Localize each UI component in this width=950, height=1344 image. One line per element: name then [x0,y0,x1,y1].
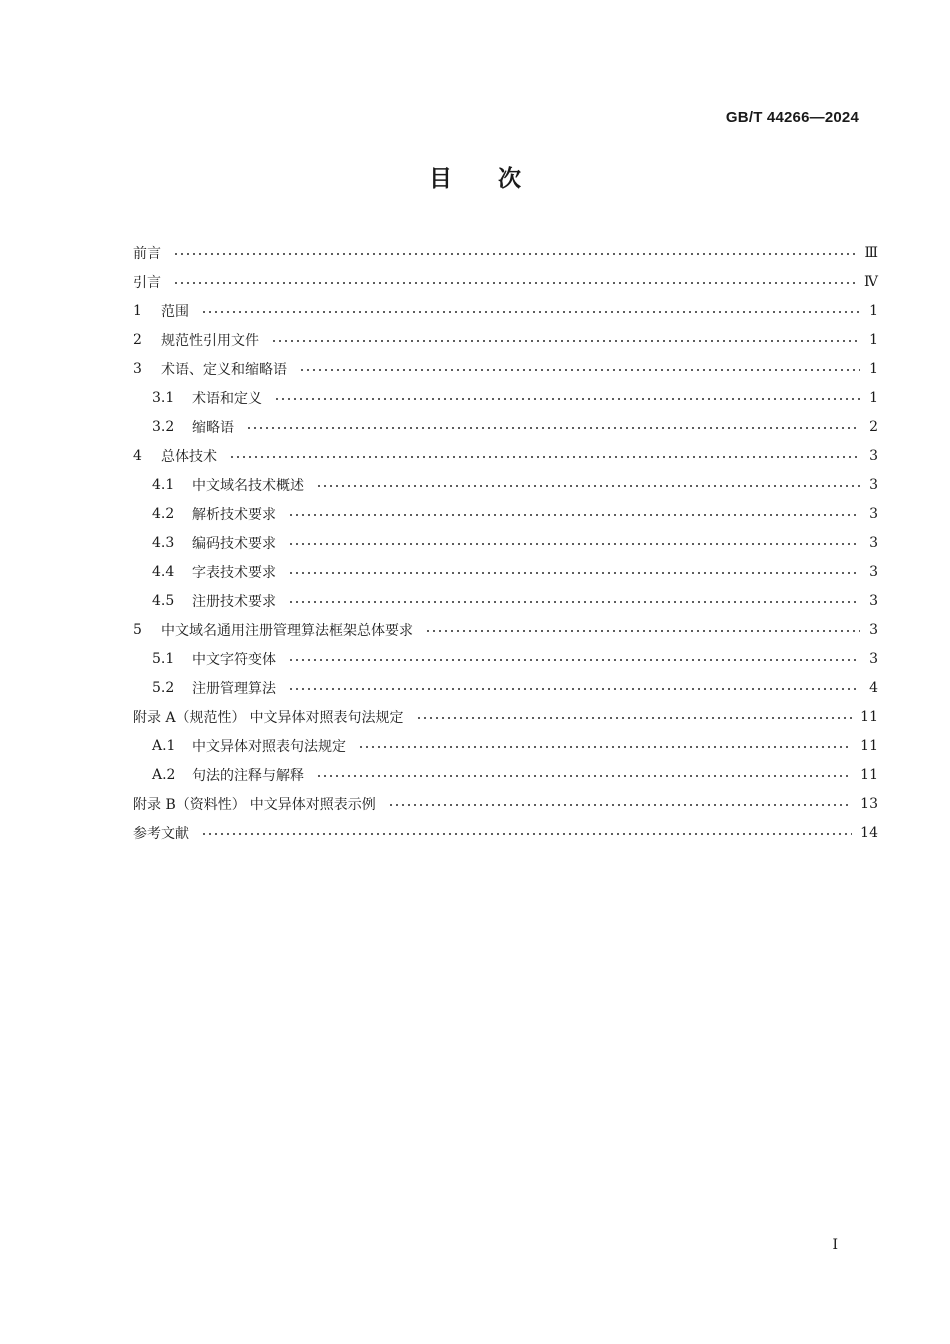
toc-entry-text: 范围 [161,303,189,320]
toc-entry-4-2[interactable] [133,499,878,528]
toc-entry-text: 中文异体对照表句法规定 [249,709,404,726]
toc-entry-5[interactable] [133,615,878,644]
toc-entry-bibliography[interactable] [133,818,878,847]
toc-entry-number: 3 [133,360,142,377]
toc-entry-text: 句法的注释与解释 [192,767,304,784]
toc-entry-2[interactable] [133,325,878,354]
toc-entry-number: 附录 A（规范性） [133,709,246,726]
toc-entry-4-5[interactable] [133,586,878,615]
toc-entry-appendix-b[interactable] [133,789,878,818]
toc-entry-number: 4.4 [152,563,175,580]
dot-leader [173,282,856,284]
toc-entry-appendix-a[interactable] [133,702,878,731]
toc-entry-text: 解析技术要求 [192,506,276,523]
dot-leader [316,485,860,487]
dot-leader [173,253,856,255]
toc-page-number: 3 [869,505,878,522]
toc-entry-5-1[interactable] [133,644,878,673]
toc-page-number: 2 [869,418,878,435]
dot-leader [425,630,860,632]
toc-entry-text: 缩略语 [192,419,234,436]
toc-entry-text: 参考文献 [133,825,189,842]
toc-page-number: 13 [860,795,878,812]
toc-entry-number: A.2 [152,766,176,783]
toc-page-number: 1 [869,302,878,319]
toc-entry-text: 引言 [133,274,161,291]
toc-entry-3-2[interactable] [133,412,878,441]
dot-leader [316,775,852,777]
toc-entry-number: 4.1 [152,476,175,493]
toc-entry-number: 4.5 [152,592,175,609]
dot-leader [246,427,860,429]
dot-leader [288,543,860,545]
toc-page-number: 1 [869,389,878,406]
toc-entry-number: A.1 [152,737,176,754]
toc-entry-number: 5 [133,621,142,638]
toc-entry-text: 规范性引用文件 [161,332,259,349]
toc-page-number: 3 [869,476,878,493]
dot-leader [288,659,860,661]
toc-entry-number: 3.1 [152,389,175,406]
toc-entry-3[interactable] [133,354,878,383]
dot-leader [201,833,852,835]
toc-entry-number: 4.3 [152,534,175,551]
toc-entry-number: 4 [133,447,142,464]
toc-entry-number: 1 [133,302,142,319]
toc-entry-text: 字表技术要求 [192,564,276,581]
toc-entry-text: 前言 [133,245,161,262]
toc-entry-text: 中文异体对照表示例 [249,796,376,813]
dot-leader [416,717,853,719]
toc-page-number: 3 [869,592,878,609]
toc-entry-number: 5.1 [152,650,175,667]
toc-entry-4-4[interactable] [133,557,878,586]
toc-page-number: 3 [869,534,878,551]
toc-entry-number: 5.2 [152,679,175,696]
toc-entry-5-2[interactable] [133,673,878,702]
toc-entry-number: 3.2 [152,418,175,435]
toc-entry-text: 编码技术要求 [192,535,276,552]
toc-page-number: Ⅳ [864,273,878,290]
dot-leader [229,456,860,458]
toc-entry-text: 术语和定义 [192,390,262,407]
toc-entry-1[interactable] [133,296,878,325]
toc-page-number: 3 [869,447,878,464]
toc-entry-number: 4.2 [152,505,175,522]
toc-entry-foreword[interactable] [133,238,878,267]
toc-entry-text: 中文异体对照表句法规定 [192,738,346,755]
toc-entry-4-3[interactable] [133,528,878,557]
toc-page-number: 1 [869,360,878,377]
dot-leader [288,688,860,690]
toc-entry-3-1[interactable] [133,383,878,412]
toc-entry-text: 中文域名通用注册管理算法框架总体要求 [161,622,413,639]
toc-page-number: 3 [869,650,878,667]
toc-page-number: 4 [869,679,878,696]
toc-page-number: 14 [860,824,878,841]
page-number: I [832,1237,838,1253]
toc-page-number: 11 [860,737,878,754]
toc-page-number: 3 [869,563,878,580]
toc-entry-4[interactable] [133,441,878,470]
dot-leader [288,601,860,603]
dot-leader [274,398,860,400]
dot-leader [288,514,860,516]
toc-entry-text: 注册技术要求 [192,593,276,610]
toc-page-number: 11 [860,708,878,725]
toc-entry-a-2[interactable] [133,760,878,789]
toc-entry-text: 中文字符变体 [192,651,276,668]
toc-page-number: 3 [869,621,878,638]
toc-entry-a-1[interactable] [133,731,878,760]
toc-entry-number: 2 [133,331,142,348]
dot-leader [288,572,860,574]
toc-entry-text: 术语、定义和缩略语 [161,361,287,378]
toc-entry-text: 总体技术 [161,448,217,465]
toc-page-number: 1 [869,331,878,348]
toc-entry-text: 注册管理算法 [192,680,276,697]
toc-page-number: Ⅲ [864,244,878,261]
dot-leader [358,746,852,748]
toc-list [133,238,878,847]
standard-number: GB/T 44266—2024 [725,109,859,126]
toc-entry-number: 附录 B（资料性） [133,796,246,813]
toc-entry-introduction[interactable] [133,267,878,296]
toc-title: 目次 [429,166,567,192]
dot-leader [271,340,860,342]
toc-entry-text: 中文域名技术概述 [192,477,304,494]
dot-leader [201,311,860,313]
toc-entry-4-1[interactable] [133,470,878,499]
dot-leader [299,369,860,371]
dot-leader [388,804,852,806]
toc-page-number: 11 [860,766,878,783]
